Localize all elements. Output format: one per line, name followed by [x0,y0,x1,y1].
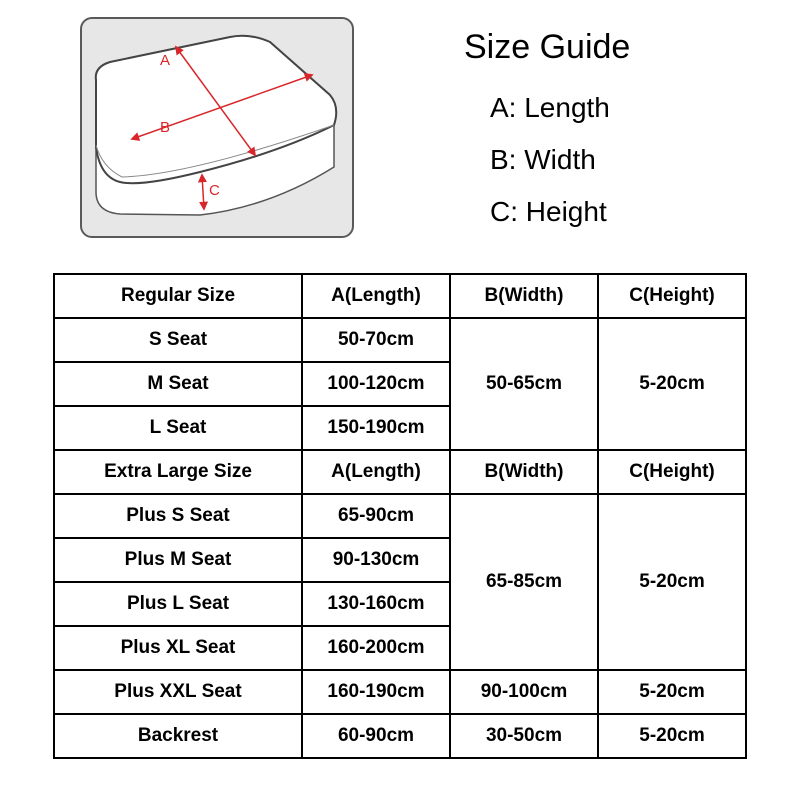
table-row [54,494,746,538]
length-cell: 160-200cm [302,626,450,670]
seat-name-cell: Plus XXL Seat [54,670,302,714]
guide-item-width: B: Width [490,144,596,175]
seat-name-cell: L Seat [54,406,302,450]
seat-name-cell: M Seat [54,362,302,406]
length-cell: 65-90cm [302,494,450,538]
label-b: B [160,119,171,136]
table-row [54,670,746,714]
header-cell: Regular Size [54,274,302,318]
size-table [53,273,747,759]
header-cell: A(Length) [302,450,450,494]
table-header-row [54,274,746,318]
height-cell: 5-20cm [598,670,746,714]
length-cell: 160-190cm [302,670,450,714]
table-row [54,714,746,758]
height-cell: 5-20cm [598,318,746,450]
seat-name-cell: S Seat [54,318,302,362]
height-cell: 5-20cm [598,714,746,758]
width-cell: 65-85cm [450,494,598,670]
header-cell: Extra Large Size [54,450,302,494]
table-row [54,318,746,362]
guide-item-height: C: Height [490,196,607,227]
seat-name-cell: Plus L Seat [54,582,302,626]
header-cell: B(Width) [450,450,598,494]
width-cell: 90-100cm [450,670,598,714]
size-guide-title: Size Guide [464,28,631,66]
guide-item-length: A: Length [490,92,610,123]
table-header-row [54,450,746,494]
length-cell: 150-190cm [302,406,450,450]
length-cell: 50-70cm [302,318,450,362]
height-cell: 5-20cm [598,494,746,670]
width-cell: 50-65cm [450,318,598,450]
header-cell: B(Width) [450,274,598,318]
seat-name-cell: Plus S Seat [54,494,302,538]
length-cell: 130-160cm [302,582,450,626]
length-cell: 100-120cm [302,362,450,406]
label-c: C [209,182,220,199]
seat-name-cell: Plus XL Seat [54,626,302,670]
length-cell: 90-130cm [302,538,450,582]
cushion-illustration [80,17,354,238]
length-cell: 60-90cm [302,714,450,758]
header-cell: C(Height) [598,274,746,318]
cushion-dimension-diagram [80,17,354,238]
width-cell: 30-50cm [450,714,598,758]
label-a: A [160,52,171,69]
seat-name-cell: Plus M Seat [54,538,302,582]
header-cell: C(Height) [598,450,746,494]
seat-name-cell: Backrest [54,714,302,758]
header-cell: A(Length) [302,274,450,318]
